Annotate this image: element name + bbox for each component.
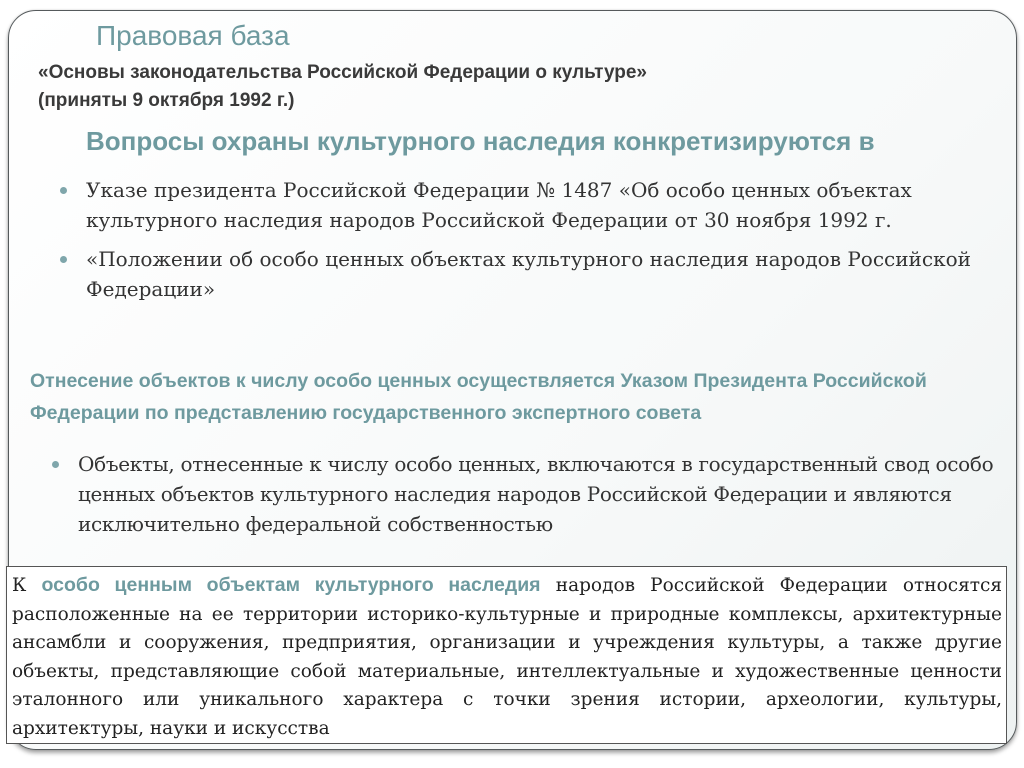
section-heading-protection: Вопросы охраны культурного наследия конкретизируются в <box>86 126 875 156</box>
definition-lead: К <box>12 575 27 596</box>
bullet-dot-icon <box>60 187 67 194</box>
definition-highlight: особо ценным объектам культурного наследия <box>41 574 541 596</box>
slide-title: Правовая база <box>96 20 290 51</box>
bullet-list-documents <box>86 175 986 304</box>
list-item <box>86 244 986 304</box>
bullet-list-register <box>78 449 998 539</box>
list-item-text: Объекты, отнесенные к числу особо ценных, включаются в государственный свод особо ценных объектов культурного наследия народов Российской Федерации и являются исключительно федеральной собственностью <box>78 452 994 536</box>
definition-text: народов Российской Федерации относятся расположенные на ее территории историко-культурные и природные комплексы, архитектурные ансамбли и сооружения, предприятия, организации и учреждения культуры, а также другие объекты, представляющие собой материальные, интеллектуальные и художественные ценности эталонного или уникального характера с точки зрения истории, археологии, культуры, архитектуры, науки и искусства <box>12 575 1003 739</box>
section-heading-classification: Отнесение объектов к числу особо ценных осуществляется Указом Президента Российской Федерации по представлению государственного экспертного совета <box>30 370 927 424</box>
list-item <box>86 175 986 235</box>
definition-box <box>6 566 1007 744</box>
list-item-text: Указе президента Российской Федерации № 1487 «Об особо ценных объектах культурного наследия народов Российской Федерации от 30 ноября 1992 г. <box>86 178 912 232</box>
law-name: «Основы законодательства Российской Федерации о культуре» <box>38 62 648 83</box>
law-date: (приняты 9 октября 1992 г.) <box>38 90 295 111</box>
list-item-text: «Положении об особо ценных объектах культурного наследия народов Российской Федерации» <box>86 247 971 301</box>
bullet-dot-icon <box>52 461 59 468</box>
list-item <box>78 449 998 539</box>
bullet-dot-icon <box>60 256 67 263</box>
